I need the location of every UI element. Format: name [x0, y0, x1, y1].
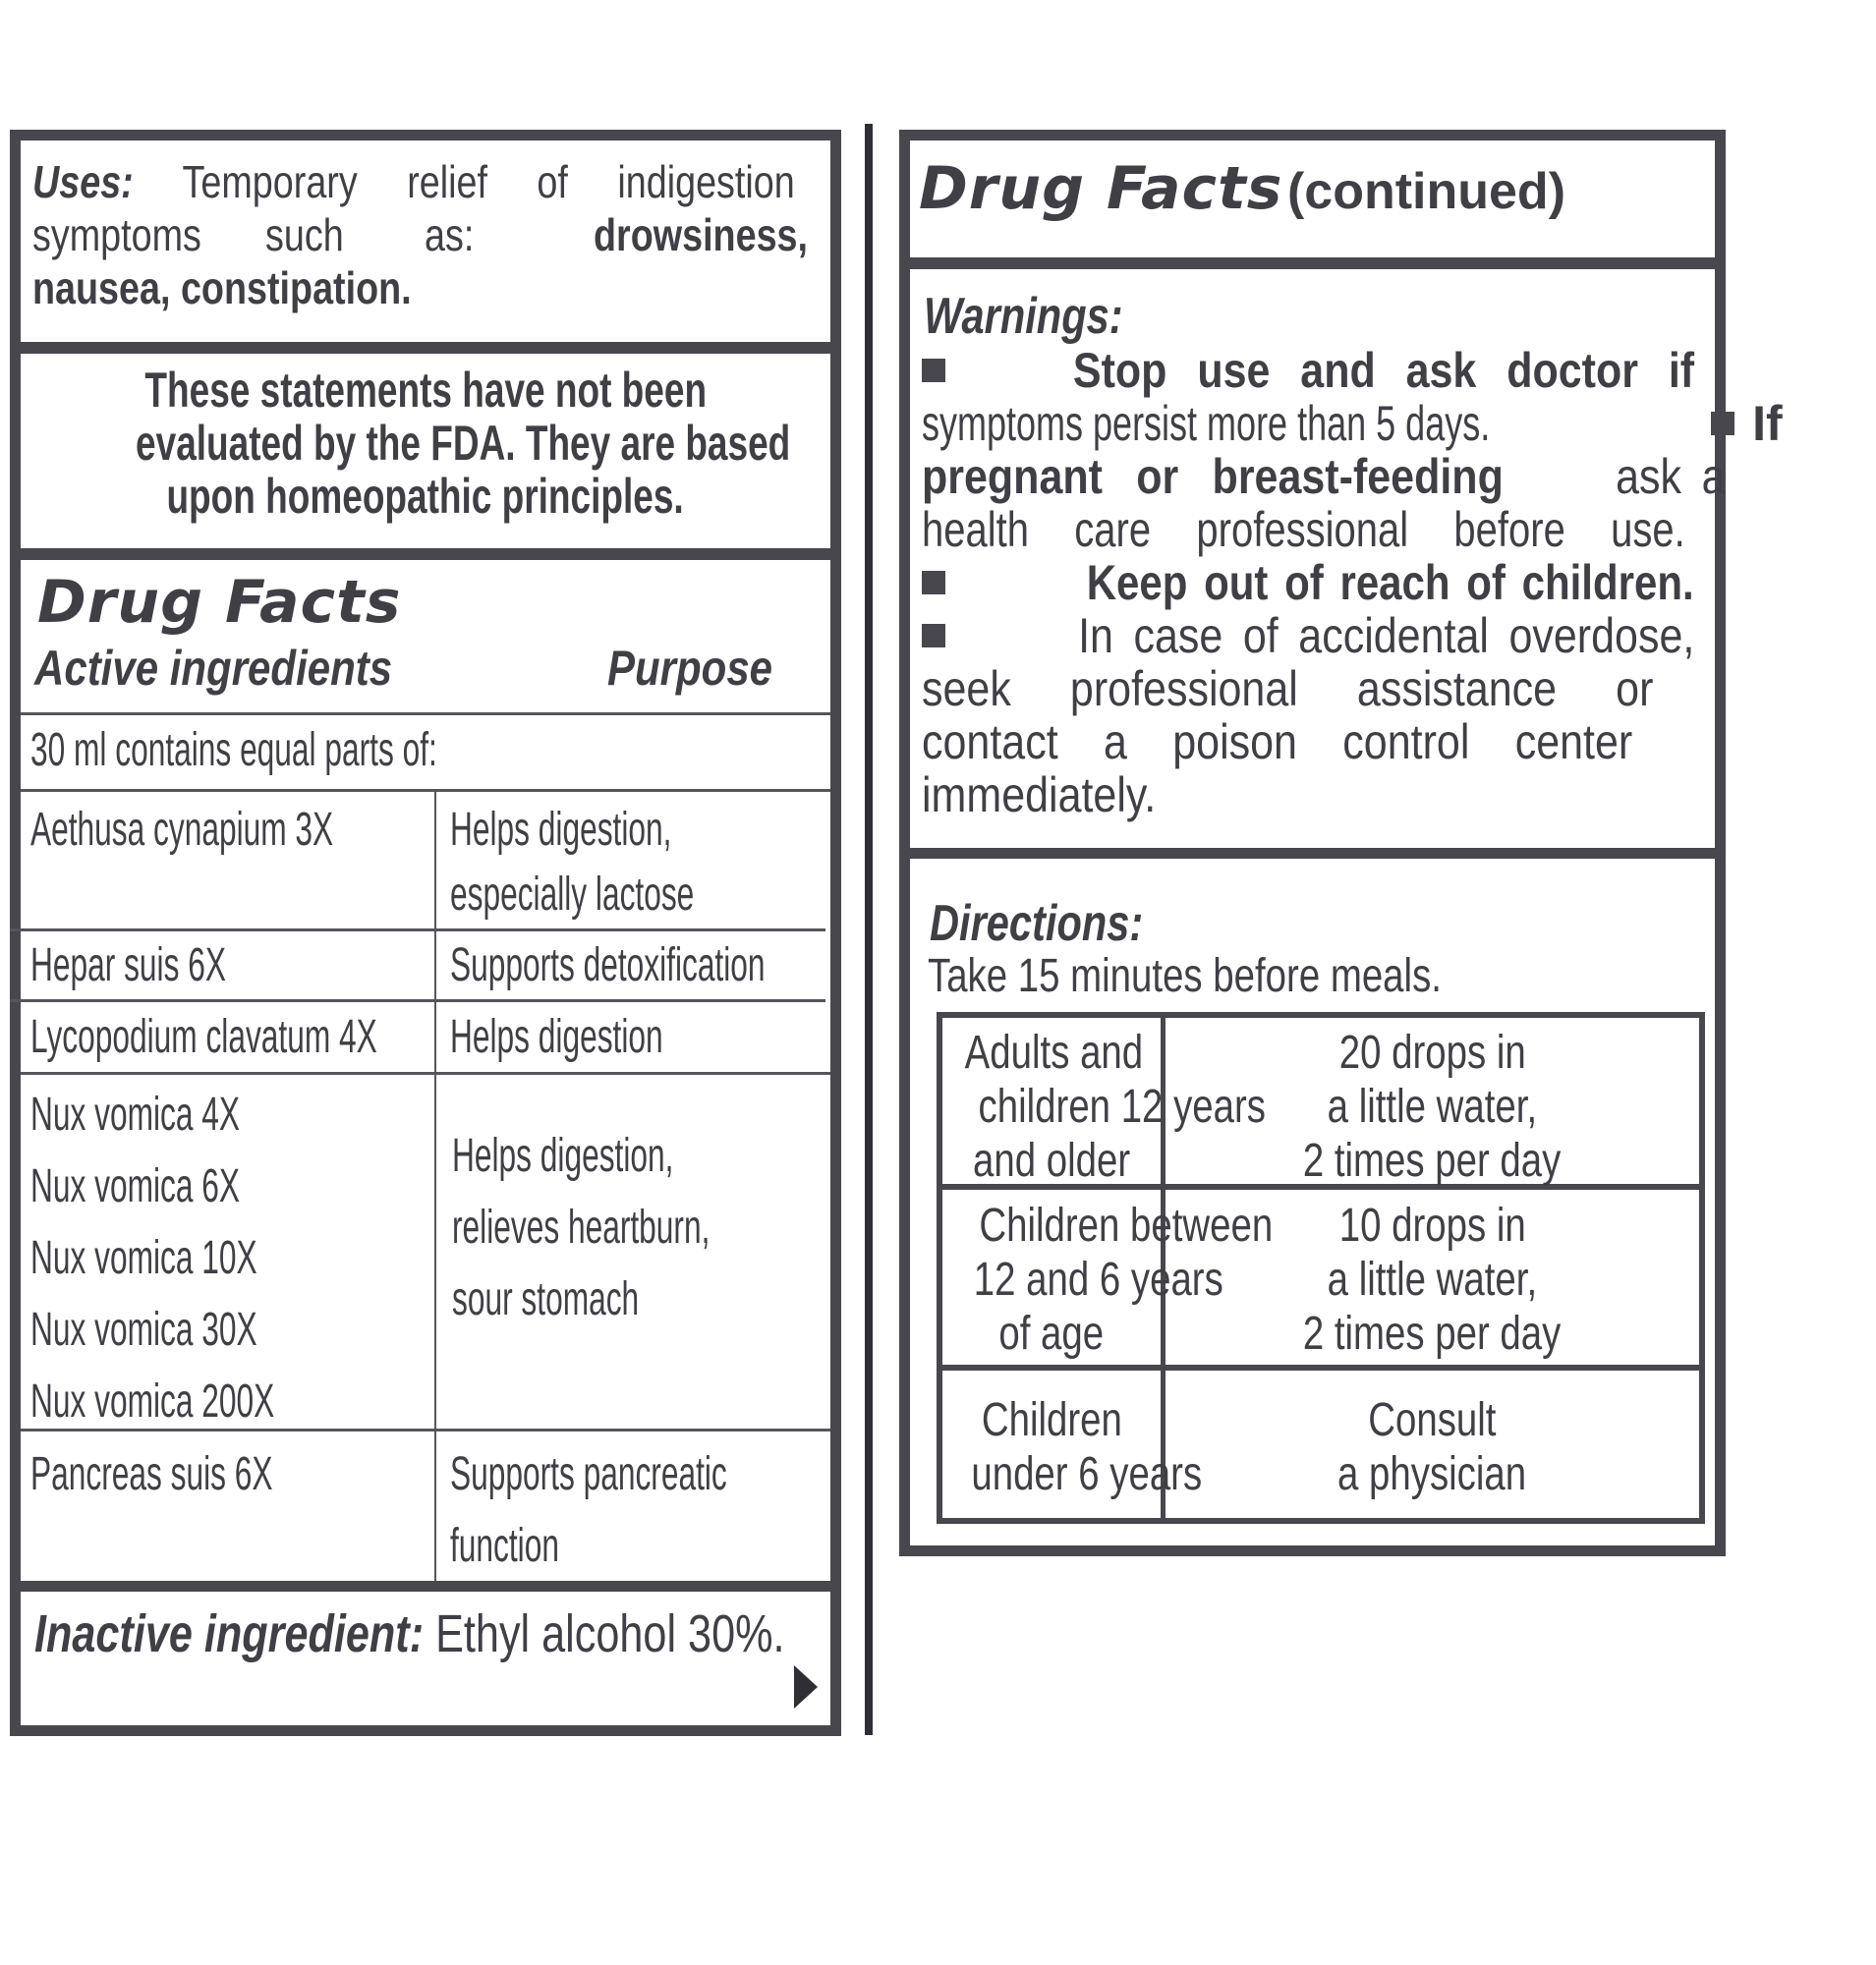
section-divider [21, 342, 830, 354]
ingredient-name: Nux vomica 6X [30, 1160, 241, 1212]
warnings-label: Warnings: [924, 288, 1123, 345]
ingredient-purpose [452, 1120, 843, 1335]
uses-text-line1: Temporary relief of indigestion [182, 156, 795, 207]
directions-text [928, 949, 1570, 1004]
continue-arrow-icon [794, 1665, 818, 1709]
bullet-square-icon [922, 359, 945, 382]
ingredient-row [30, 1079, 400, 1437]
purpose-line: Helps digestion, [450, 804, 672, 856]
uses-word-symptoms: symptoms [32, 209, 201, 260]
uses-symptoms-bold: nausea, constipation. [32, 262, 412, 313]
fda-line-2: evaluated by the FDA. They are based [136, 416, 791, 471]
purpose-line: sour stomach [452, 1273, 640, 1325]
warnings-heading [924, 287, 1172, 346]
section-divider [910, 848, 1715, 859]
age-line: Adults and [964, 1027, 1144, 1079]
inactive-label: Inactive ingredient: [34, 1604, 425, 1663]
warning-overdose: In case of accidental overdose, [1077, 608, 1694, 663]
ingredient-name: Aethusa cynapium 3X [30, 804, 334, 856]
age-line: and older [972, 1135, 1131, 1187]
ingredient-name: Nux vomica 4X [30, 1089, 241, 1141]
warning-pregnant: pregnant or breast-feeding [922, 449, 1504, 504]
section-divider [21, 548, 830, 560]
table-rule [21, 712, 830, 715]
dosage-amount [1165, 1393, 1699, 1501]
uses-symptom-drowsiness: drowsiness, [594, 209, 809, 260]
purpose-line: especially lactose [450, 869, 695, 921]
age-line: Children [981, 1394, 1122, 1446]
uses-section [32, 155, 809, 314]
dose-line: Consult [1368, 1394, 1497, 1446]
ingredient-purpose [450, 1005, 772, 1070]
ingredient-row [30, 798, 489, 863]
warnings-body [922, 343, 1783, 822]
purpose-line: relieves heartburn, [452, 1202, 711, 1254]
directions-label: Directions: [930, 895, 1144, 952]
age-line: children 12 years [978, 1081, 1266, 1133]
ingredient-row [30, 933, 326, 998]
dosage-amount [1165, 1199, 1699, 1361]
ingredient-purpose [450, 1438, 870, 1582]
inactive-text: Ethyl alcohol 30%. [435, 1604, 785, 1663]
purpose-line: Helps digestion [450, 1011, 663, 1063]
warning-health-care: health care professional before use. [922, 502, 1685, 557]
table-rule [10, 999, 825, 1002]
inactive-ingredient [34, 1601, 972, 1666]
warning-if: If [1752, 396, 1783, 451]
continued-suffix: (continued) [1286, 163, 1566, 220]
age-line: under 6 years [971, 1448, 1203, 1500]
ingredient-name: Nux vomica 30X [30, 1304, 257, 1356]
ingredient-name: Nux vomica 200X [30, 1376, 275, 1428]
dose-line: a little water, [1327, 1081, 1538, 1133]
warning-contact: contact a poison control center [922, 714, 1633, 769]
table-rule [21, 1429, 830, 1432]
dose-line: a little water, [1327, 1254, 1538, 1306]
drug-facts-title: Drug Facts [37, 568, 402, 637]
dose-line: 20 drops in [1338, 1027, 1526, 1079]
column-divider [434, 791, 436, 1582]
directions-instruction: Take 15 minutes before meals. [928, 950, 1442, 1002]
ingredients-intro [30, 723, 647, 778]
dosage-row-divider [937, 1365, 1705, 1371]
ingredient-row [30, 1438, 398, 1510]
age-line: Children between [979, 1200, 1274, 1252]
purpose-line: Supports detoxification [450, 939, 766, 991]
purpose-line: Supports pancreatic [450, 1448, 727, 1500]
ingredient-name: Hepar suis 6X [30, 939, 226, 991]
fda-line-1: These statements have not been [144, 363, 707, 418]
dosage-age-group [942, 1026, 1266, 1188]
ingredient-purpose [450, 798, 820, 927]
warning-keep-out: Keep out of reach of children. [1087, 555, 1694, 610]
ingredient-name: Pancreas suis 6X [30, 1448, 273, 1500]
bullet-square-icon [922, 624, 945, 647]
active-ingredients-header [34, 637, 460, 700]
continued-header [919, 149, 1705, 244]
age-line: 12 and 6 years [973, 1254, 1223, 1306]
ingredient-name: Lycopodium clavatum 4X [30, 1011, 377, 1063]
table-rule [21, 1072, 830, 1075]
bullet-square-icon [922, 571, 945, 594]
purpose-line: Helps digestion, [452, 1130, 674, 1182]
dose-line: 2 times per day [1303, 1308, 1562, 1360]
dosage-age-group [942, 1393, 1203, 1501]
table-rule [10, 928, 825, 931]
directions-heading [930, 894, 1197, 953]
purpose-line: function [450, 1520, 559, 1572]
dosage-age-group [942, 1199, 1274, 1361]
continued-title: Drug Facts [919, 154, 1283, 223]
warning-stop-use: Stop use and ask doctor if [1072, 343, 1694, 398]
table-rule [21, 789, 830, 792]
active-ingredients-label: Active ingredients [34, 641, 393, 696]
ingredient-purpose [450, 933, 928, 998]
uses-word-such: such [265, 209, 344, 260]
purpose-header [607, 637, 804, 700]
dose-line: 10 drops in [1338, 1200, 1526, 1252]
dose-line: a physician [1337, 1448, 1527, 1500]
section-divider [910, 257, 1715, 269]
warning-ask-a: ask a [1616, 449, 1726, 504]
age-line: of age [998, 1308, 1105, 1360]
ingredient-name: Nux vomica 10X [30, 1232, 257, 1284]
warning-symptoms-persist: symptoms persist more than 5 days. [922, 396, 1491, 451]
fda-statement [21, 364, 830, 523]
section-divider [21, 1581, 830, 1592]
dose-line: 2 times per day [1303, 1135, 1562, 1187]
warning-immediately: immediately. [922, 767, 1157, 822]
fda-line-3: upon homeopathic principles. [166, 469, 685, 524]
panel-divider [865, 124, 873, 1735]
uses-word-as: as: [425, 209, 475, 260]
warning-seek: seek professional assistance or [922, 661, 1654, 716]
uses-label: Uses: [32, 156, 134, 207]
dosage-amount [1165, 1026, 1699, 1188]
ingredients-intro-text: 30 ml contains equal parts of: [30, 724, 437, 776]
purpose-label: Purpose [607, 641, 773, 696]
bullet-square-icon [1711, 412, 1734, 435]
